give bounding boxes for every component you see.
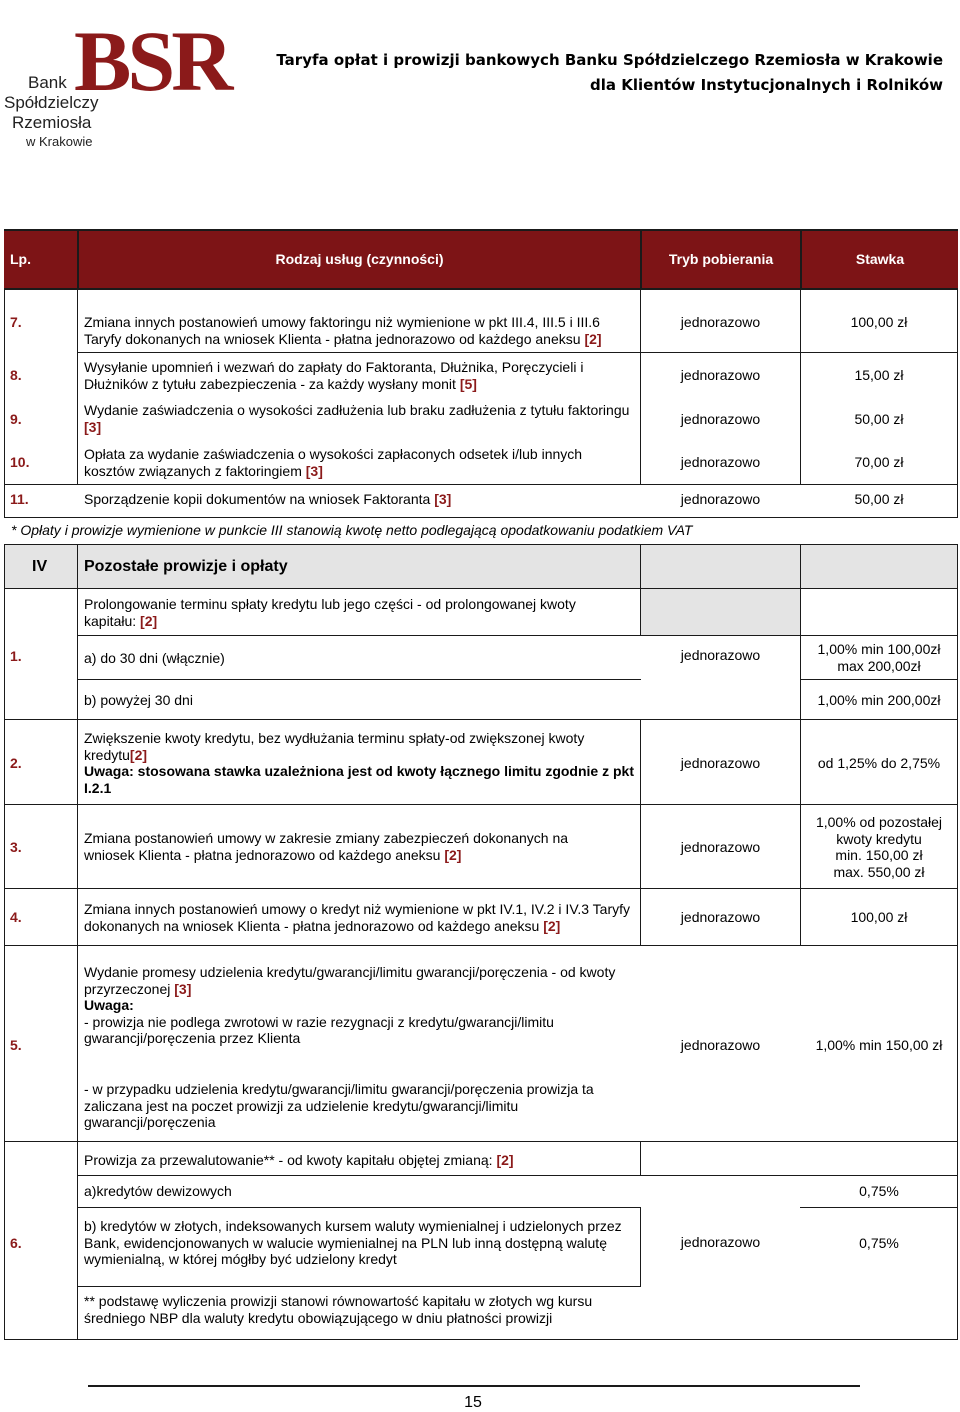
row-iv1-intro <box>84 596 624 629</box>
row-10-text <box>84 446 634 479</box>
row-iv3-text <box>84 830 604 863</box>
row-iv6-footnote: ** podstawę wyliczenia prowizji stanowi równowartość kapitału w złotych wg kursu średniego NBP dla waluty kredytu obowiązującego w dniu płatności prowizji <box>84 1293 593 1326</box>
row-iv5-desc: Wydanie promesy udzielenia kredytu/gwarancji/limitu gwarancji/poręczenia - od kwoty przyrzeczonej <box>84 964 616 997</box>
row-11-lp: 11. <box>10 491 29 507</box>
row-7-ref: [2] <box>584 330 602 347</box>
row-iv2-text <box>84 730 634 796</box>
row-9-lp: 9. <box>10 411 22 427</box>
row-11-ref: [3] <box>434 491 452 507</box>
row-iv5-mode: jednorazowo <box>680 1037 761 1053</box>
row-iv6-ref: [2] <box>496 1152 514 1168</box>
row-iv5-rate: 1,00% min 150,00 zł <box>815 1037 943 1053</box>
row-iv6-mode: jednorazowo <box>680 1234 761 1250</box>
document-title <box>276 48 943 98</box>
row-10-mode: jednorazowo <box>680 454 761 470</box>
row-iv1-intro-text: Prolongowanie terminu spłaty kredytu lub jego części - od prolongowanej kwoty kapitału: <box>84 596 576 629</box>
section-4-number: IV <box>32 558 48 575</box>
row-10-lp: 10. <box>10 454 30 470</box>
row-iv5-ref: [3] <box>174 980 192 997</box>
header-lp: Lp. <box>10 251 31 267</box>
row-iv1-a-rate-2: max 200,00zł <box>837 657 921 674</box>
row-8-text <box>84 359 634 392</box>
row-iv3-mode: jednorazowo <box>680 839 761 855</box>
row-iv4-ref: [2] <box>543 917 561 934</box>
row-iv1-b-text: b) powyżej 30 dni <box>84 692 193 708</box>
row-iv1-b-rate: 1,00% min 200,00zł <box>817 692 941 708</box>
row-iv1-a-rate <box>801 641 957 674</box>
logo-line1: Bank <box>28 73 67 92</box>
row-10-ref: [3] <box>305 462 323 479</box>
row-iv3-ref: [2] <box>444 846 462 863</box>
header-mode: Tryb pobierania <box>668 251 774 267</box>
row-iv4-desc: Zmiana innych postanowień umowy o kredyt niż wymienione w pkt IV.1, IV.2 i IV.3 Taryfy dokonanych na wniosek Klienta - płatna jednorazowo od każdego aneksu <box>84 901 631 934</box>
row-9-mode: jednorazowo <box>680 411 761 427</box>
row-iv1-ref: [2] <box>140 612 158 629</box>
row-iv5-text <box>84 964 644 1047</box>
row-7-text <box>84 314 634 347</box>
row-iv4-text <box>84 901 636 934</box>
document-title-line1: Taryfa opłat i prowizji bankowych Banku Spółdzielczego Rzemiosła w Krakowie <box>276 51 943 69</box>
row-iv6-intro-text: Prowizja za przewalutowanie** - od kwoty kapitału objętej zmianą: <box>84 1152 497 1168</box>
row-iv2-ref: [2] <box>129 746 148 763</box>
row-iv5-lp: 5. <box>10 1037 22 1053</box>
row-11-mode: jednorazowo <box>680 491 761 507</box>
row-iv6-intro <box>84 1152 634 1169</box>
footer-rule <box>88 1385 860 1387</box>
row-iv1-lp: 1. <box>10 648 22 664</box>
row-9-rate: 50,00 zł <box>854 411 904 427</box>
row-iv4-lp: 4. <box>10 909 22 925</box>
row-10-desc: Opłata za wydanie zaświadczenia o wysokości zapłaconych odsetek i/lub innych kosztów związanych z faktoringiem <box>84 446 583 479</box>
row-9-ref: [3] <box>84 418 102 435</box>
logo-line4: w Krakowie <box>26 134 93 149</box>
row-iv6-lp: 6. <box>10 1235 22 1251</box>
row-11-desc: Sporządzenie kopii dokumentów na wniosek Faktoranta <box>84 491 435 507</box>
row-iv1-mode: jednorazowo <box>680 647 761 663</box>
row-iv3-rate <box>801 814 957 880</box>
row-8-ref: [5] <box>459 375 477 392</box>
row-iv2-mode: jednorazowo <box>680 755 761 771</box>
header-service: Rodzaj usług (czynności) <box>275 251 444 267</box>
row-8-lp: 8. <box>10 367 22 383</box>
header-rate: Stawka <box>855 251 905 267</box>
row-iv3-rate-4: max. 550,00 zł <box>833 863 925 880</box>
row-iv1-a-rate-1: 1,00% min 100,00zł <box>817 641 941 657</box>
row-iv6-b-text: b) kredytów w złotych, indeksowanych kursem waluty wymienialnej i udzielonych przez Bank, ewidencjonowanych w walucie wymienialnej na PLN lub inną dostępną walutę wymienialną, w której mógłby być udzielony kredyt <box>84 1218 622 1267</box>
row-iv6-b-rate: 0,75% <box>859 1235 899 1251</box>
row-iv6-a-rate: 0,75% <box>859 1183 899 1199</box>
row-7-mode: jednorazowo <box>680 314 761 330</box>
row-iv2-note: Uwaga: stosowana stawka uzależniona jest od kwoty łącznego limitu zgodnie z pkt I.2.1 <box>84 763 634 796</box>
row-iv3-rate-1: 1,00% od pozostałej <box>815 814 943 830</box>
document-title-line2: dla Klientów Instytucjonalnych i Rolników <box>590 76 943 94</box>
vat-note: * Opłaty i prowizje wymienione w punkcie III stanowią kwotę netto podlegającą opodatkowaniu podatkiem VAT <box>11 522 693 538</box>
row-iv5-note-1: - prowizja nie podlega zwrotowi w razie rezygnacji z kredytu/gwarancji/limitu gwarancji/poręczenia przez Klienta <box>84 1013 554 1046</box>
row-iv4-mode: jednorazowo <box>680 909 761 925</box>
row-8-rate: 15,00 zł <box>854 367 904 383</box>
logo-mark: BSR <box>74 13 230 109</box>
row-iv3-lp: 3. <box>10 839 22 855</box>
bank-logo <box>2 2 230 152</box>
row-7-rate: 100,00 zł <box>850 314 908 330</box>
row-7-desc: Zmiana innych postanowień umowy faktoringu niż wymienione w pkt III.4, III.5 i III.6 Taryfy dokonanych na wniosek Klienta - płatna jednorazowo od każdego aneksu <box>84 314 600 347</box>
logo-line2: Spółdzielczy <box>4 93 99 112</box>
row-iv2-rate: od 1,25% do 2,75% <box>817 755 941 771</box>
row-7-lp: 7. <box>10 314 22 330</box>
row-iv6-a-text: a)kredytów dewizowych <box>84 1183 232 1199</box>
section-4-title: Pozostałe prowizje i opłaty <box>84 558 288 575</box>
row-iv5-note-2: - w przypadku udzielenia kredytu/gwarancji/limitu gwarancji/poręczenia prowizja ta zaliczana jest na poczet prowizji za udzielenie kredytu/gwarancji/limitu gwarancji/poręczenia <box>84 1081 594 1130</box>
row-iv3-rate-2: kwoty kredytu <box>836 830 922 847</box>
row-iv2-desc: Zwiększenie kwoty kredytu, bez wydłużania terminu spłaty-od zwiększonej kwoty kredytu <box>84 730 585 763</box>
row-iv3-rate-3: min. 150,00 zł <box>835 847 923 863</box>
row-9-desc: Wydanie zaświadczenia o wysokości zadłużenia lub braku zadłużenia z tytułu faktoringu <box>84 402 630 418</box>
row-iv2-lp: 2. <box>10 755 22 771</box>
row-8-mode: jednorazowo <box>680 367 761 383</box>
logo-line3: Rzemiosła <box>12 113 92 132</box>
page-number: 15 <box>464 1394 482 1411</box>
row-11-rate: 50,00 zł <box>854 491 904 507</box>
row-10-rate: 70,00 zł <box>854 454 904 470</box>
row-9-text <box>84 402 634 435</box>
row-iv1-a-text: a) do 30 dni (włącznie) <box>84 650 225 666</box>
row-8-desc: Wysyłanie upomnień i wezwań do zapłaty do Faktoranta, Dłużnika, Poręczycieli i Dłużników z tytułu zabezpieczenia - za każdy wysłany monit <box>84 359 584 392</box>
row-iv4-rate: 100,00 zł <box>850 909 908 925</box>
row-iv5-note-label: Uwaga: <box>84 997 134 1013</box>
row-iv3-desc: Zmiana postanowień umowy w zakresie zmiany zabezpieczeń dokonanych na wniosek Klienta - płatna jednorazowo od każdego aneksu <box>84 830 569 863</box>
row-11-text <box>84 491 634 508</box>
